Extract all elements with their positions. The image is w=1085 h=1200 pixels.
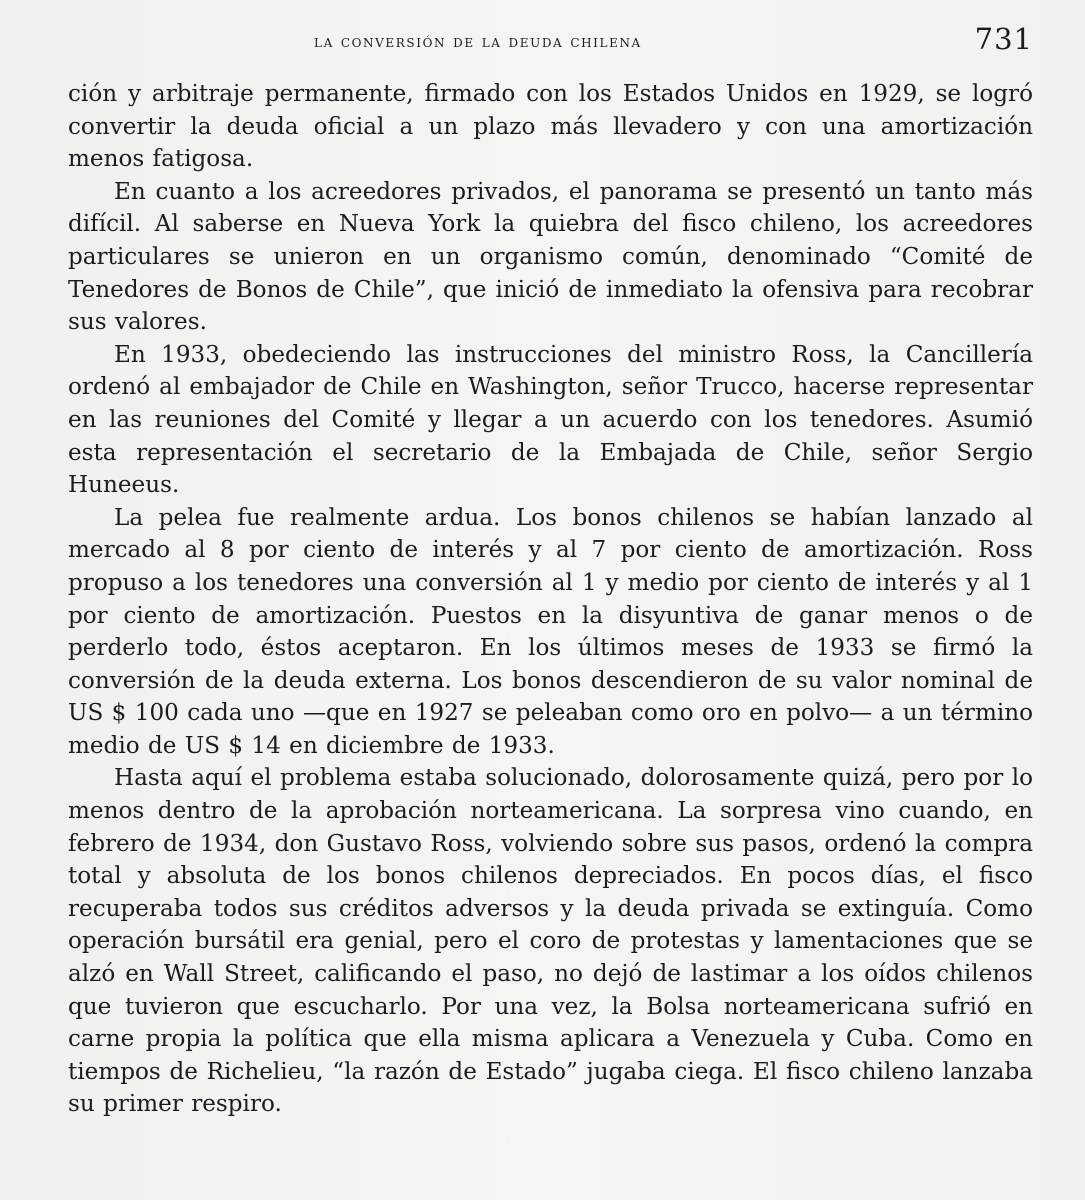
paragraph-1933-representation: En 1933, obedeciendo las instrucciones del ministro Ross, la Cancillería ordenó al embajador de Chile en Washington, señor Trucco, hacerse representar en las reuniones del Comité y llegar a un acuerdo con los tenedores. Asumió esta representación el secretario de la Embajada de Chile, señor Sergio Huneeus. bbox=[68, 341, 1033, 499]
paragraph-bond-purchase: Hasta aquí el problema estaba solucionado, dolorosamente quizá, pero por lo menos dentro de la aprobación norteamericana. La sorpresa vino cuando, en febrero de 1934, don Gustavo Ross, volviendo sobre sus pasos, ordenó la compra total y absoluta de los bonos chilenos depreciados. En pocos días, el fisco recuperaba todos sus créditos adversos y la deuda privada se extinguía. Como operación bursátil era genial, pero el coro de protestas y lamentaciones que se alzó en Wall Street, calificando el paso, no dejó de lastimar a los oídos chilenos que tuvieron que escucharlo. Por una vez, la Bolsa norteamericana sufrió en carne propia la política que ella misma aplicara a Venezuela y Cuba. Como en tiempos de Richelieu, “la razón de Estado” jugaba ciega. El fisco chileno lanzaba su primer respiro. bbox=[68, 765, 1033, 1118]
paragraph-bond-conversion: La pelea fue realmente ardua. Los bonos chilenos se habían lanzado al mercado al 8 por ciento de interés y al 7 por ciento de amortización. Ross propuso a los tenedores una conversión al 1 y medio por ciento de interés y al 1 por ciento de amortización. Puestos en la disyuntiva de ganar menos o de perderlo todo, éstos aceptaron. En los últimos meses de 1933 se firmó la conversión de la deuda externa. Los bonos descendieron de su valor nominal de US $ 100 cada uno —que en 1927 se peleaban como oro en polvo— a un término medio de US $ 14 en diciembre de 1933. bbox=[68, 504, 1033, 759]
body-text bbox=[68, 78, 1033, 1121]
page-number: 731 bbox=[974, 22, 1033, 56]
running-head bbox=[68, 22, 1033, 62]
paragraph-continuation: ción y arbitraje permanente, firmado con los Estados Unidos en 1929, se logró convertir la deuda oficial a un plazo más llevadero y con una amortización menos fatigosa. bbox=[68, 81, 1033, 173]
running-title: la conversión de la deuda chilena bbox=[314, 32, 642, 52]
paragraph-private-creditors: En cuanto a los acreedores privados, el panorama se presentó un tanto más difícil. Al saberse en Nueva York la quiebra del fisco chileno, los acreedores particulares se unieron en un organismo común, denominado “Comité de Tenedores de Bonos de Chile”, que inició de inmediato la ofensiva para recobrar sus valores. bbox=[68, 178, 1033, 336]
